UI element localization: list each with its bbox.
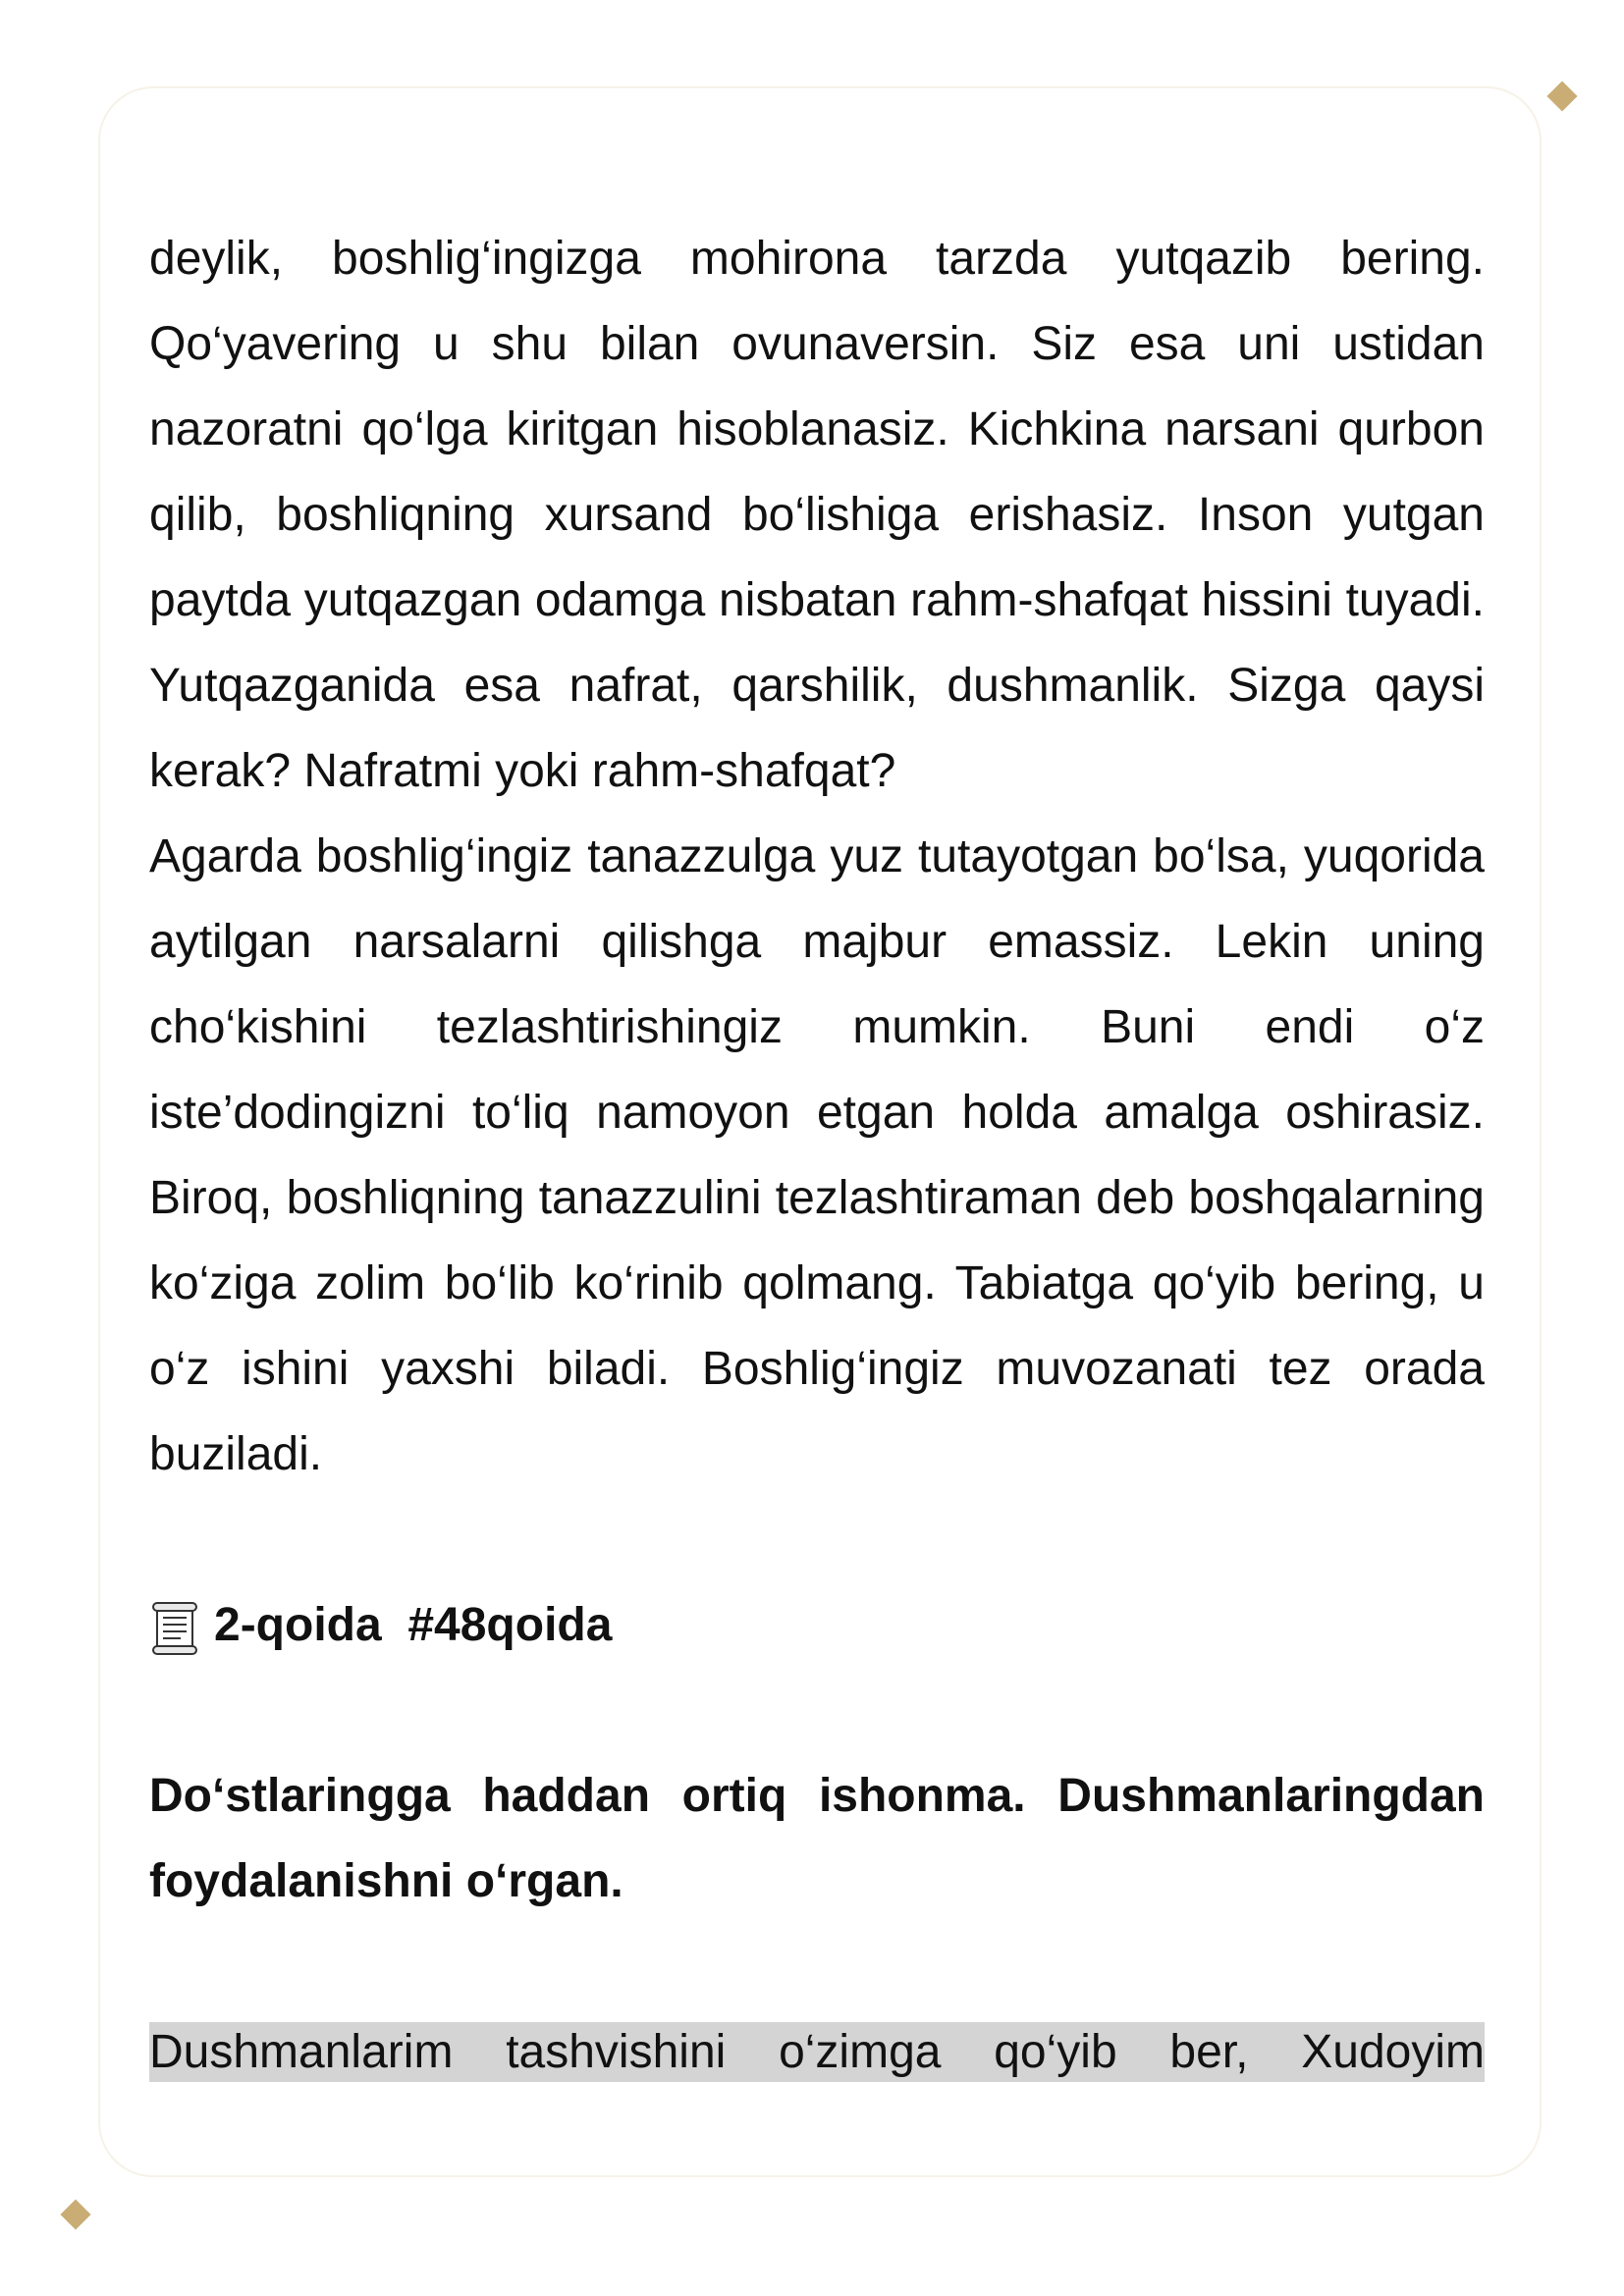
body-paragraph-1: deylik, boshlig‘ingizga mohirona tarzda yutqazib bering. Qo‘yavering u shu bilan ovunaversin. Siz esa uni ustidan nazoratni qo‘lga kiritgan hisoblanasiz. Kichkina narsani qurbon qilib, boshliqning xursand bo‘lishiga erishasiz. Inson yutgan paytda yutqazgan odamga nisbatan rahm-shafqat hissini tuyadi. Yutqazganida esa nafrat, qarshilik, dushmanlik. Sizga qaysi kerak? Nafratmi yoki rahm-shafqat? (149, 233, 1485, 797)
highlighted-line-text: Dushmanlarim tashvishini o‘zimga qo‘yib ber, Xudoyim (149, 2022, 1485, 2082)
rule-heading-text: 2-qoida #48qoida (214, 1599, 613, 1651)
rule-heading (149, 1582, 1485, 1668)
body-paragraph-2: Agarda boshlig‘ingiz tanazzulga yuz tutayotgan bo‘lsa, yuqorida aytilgan narsalarni qilishga majbur emassiz. Lekin uning cho‘kishini tezlashtirishingiz mumkin. Buni endi o‘z iste’dodingizni to‘liq namoyon etgan holda amalga oshirasiz. Biroq, boshliqning tanazzulini tezlashtiraman deb boshqalarning ko‘ziga zolim bo‘lib ko‘rinib qolmang. Tabiatga qo‘yib bering, u o‘z ishini yaxshi biladi. Boshlig‘ingiz muvozanati tez orada buziladi. (149, 830, 1485, 1480)
document-body (149, 216, 1485, 2095)
corner-diamond-bottom-left (60, 2199, 90, 2229)
highlighted-line (149, 2009, 1485, 2095)
scroll-icon (149, 1598, 202, 1653)
corner-diamond-top-right (1546, 80, 1577, 111)
rule-title: Do‘stlaringga haddan ortiq ishonma. Dushmanlaringdan foydalanishni o‘rgan. (149, 1770, 1485, 1907)
